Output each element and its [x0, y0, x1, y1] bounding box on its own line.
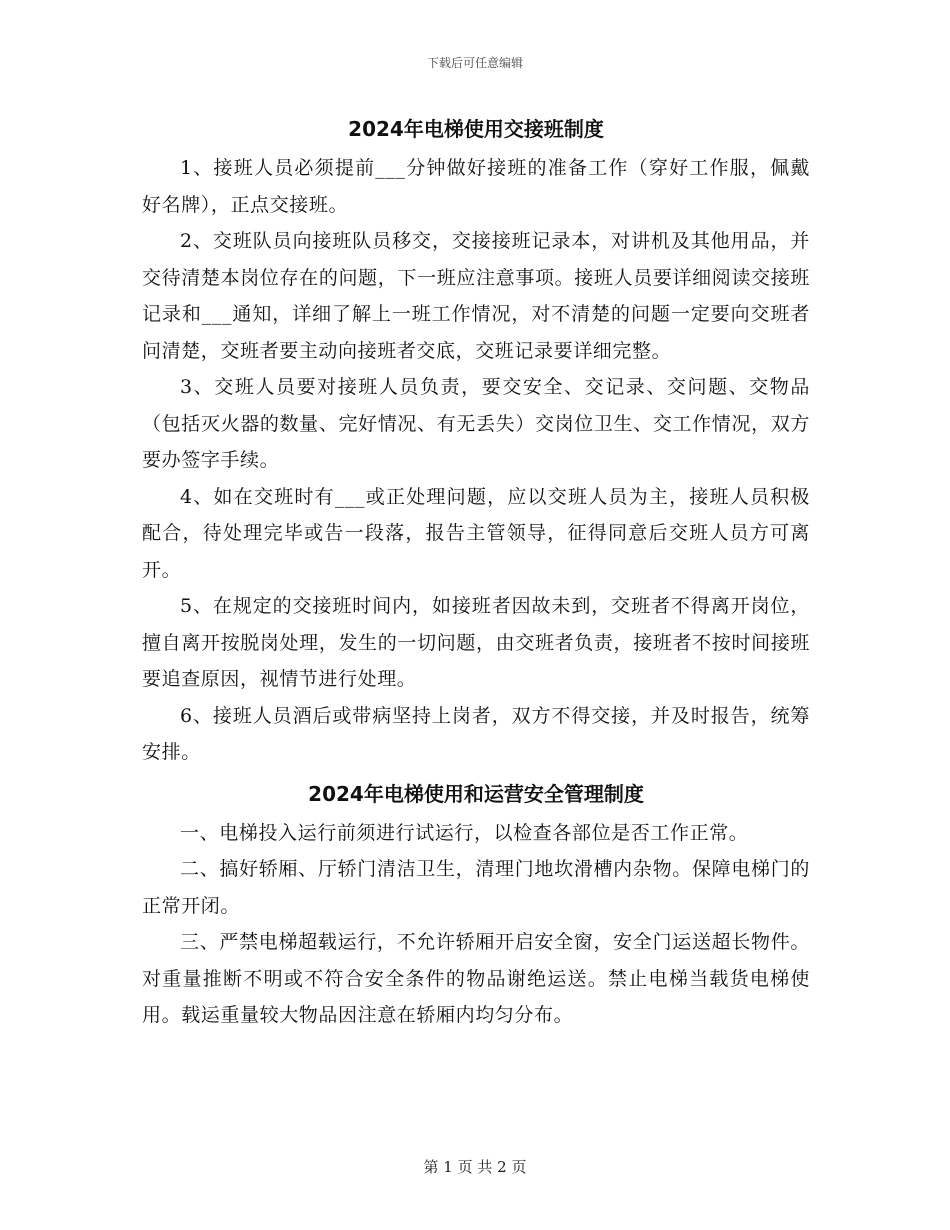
- paragraph: 三、严禁电梯超载运行，不允许轿厢开启安全窗，安全门运送超长物件。对重量推断不明或不符合安全条件的物品谢绝运送。禁止电梯当载货电梯使用。载运重量较大物品因注意在轿厢内均匀分布。: [142, 931, 810, 1026]
- section-title-safety-management: 2024年电梯使用和运营安全管理制度: [308, 781, 644, 806]
- paragraph: 2、交班队员向接班队员移交，交接接班记录本，对讲机及其他用品，并交待清楚本岗位存在的问题，下一班应注意事项。接班人员要详细阅读交接班记录和___通知，详细了解上一班工作情况，对不清楚的问题一定要向交班者问清楚，交班者要主动向接班者交底，交班记录要详细完整。: [142, 230, 810, 362]
- paragraph: 6、接班人员酒后或带病坚持上岗者，双方不得交接，并及时报告，统筹安排。: [142, 704, 810, 763]
- page-number: 第 1 页 共 2 页: [423, 1158, 527, 1176]
- paragraph: 5、在规定的交接班时间内，如接班者因故未到，交班者不得离开岗位，擅自离开按脱岗处理，发生的一切问题，由交班者负责，接班者不按时间接班要追查原因，视情节进行处理。: [142, 595, 810, 690]
- section-title-shift-handover: 2024年电梯使用交接班制度: [348, 117, 604, 141]
- paragraph: 3、交班人员要对接班人员负责，要交安全、交记录、交问题、交物品（包括灭火器的数量、完好情况、有无丢失）交岗位卫生、交工作情况，双方要办签字手续。: [142, 376, 810, 471]
- paragraph: 4、如在交班时有___或正处理问题，应以交班人员为主，接班人员积极配合，待处理完毕或告一段落，报告主管领导，征得同意后交班人员方可离开。: [142, 485, 810, 581]
- page-header-note: 下载后可任意编辑: [426, 56, 523, 70]
- paragraph: 一、电梯投入运行前须进行试运行，以检查各部位是否工作正常。: [180, 821, 749, 844]
- paragraph: 1、接班人员必须提前___分钟做好接班的准备工作（穿好工作服，佩戴好名牌），正点交接班。: [142, 157, 810, 216]
- paragraph: 二、搞好轿厢、厅轿门清洁卫生，清理门地坎滑槽内杂物。保障电梯门的正常开闭。: [142, 858, 810, 917]
- document-body: [142, 112, 810, 1034]
